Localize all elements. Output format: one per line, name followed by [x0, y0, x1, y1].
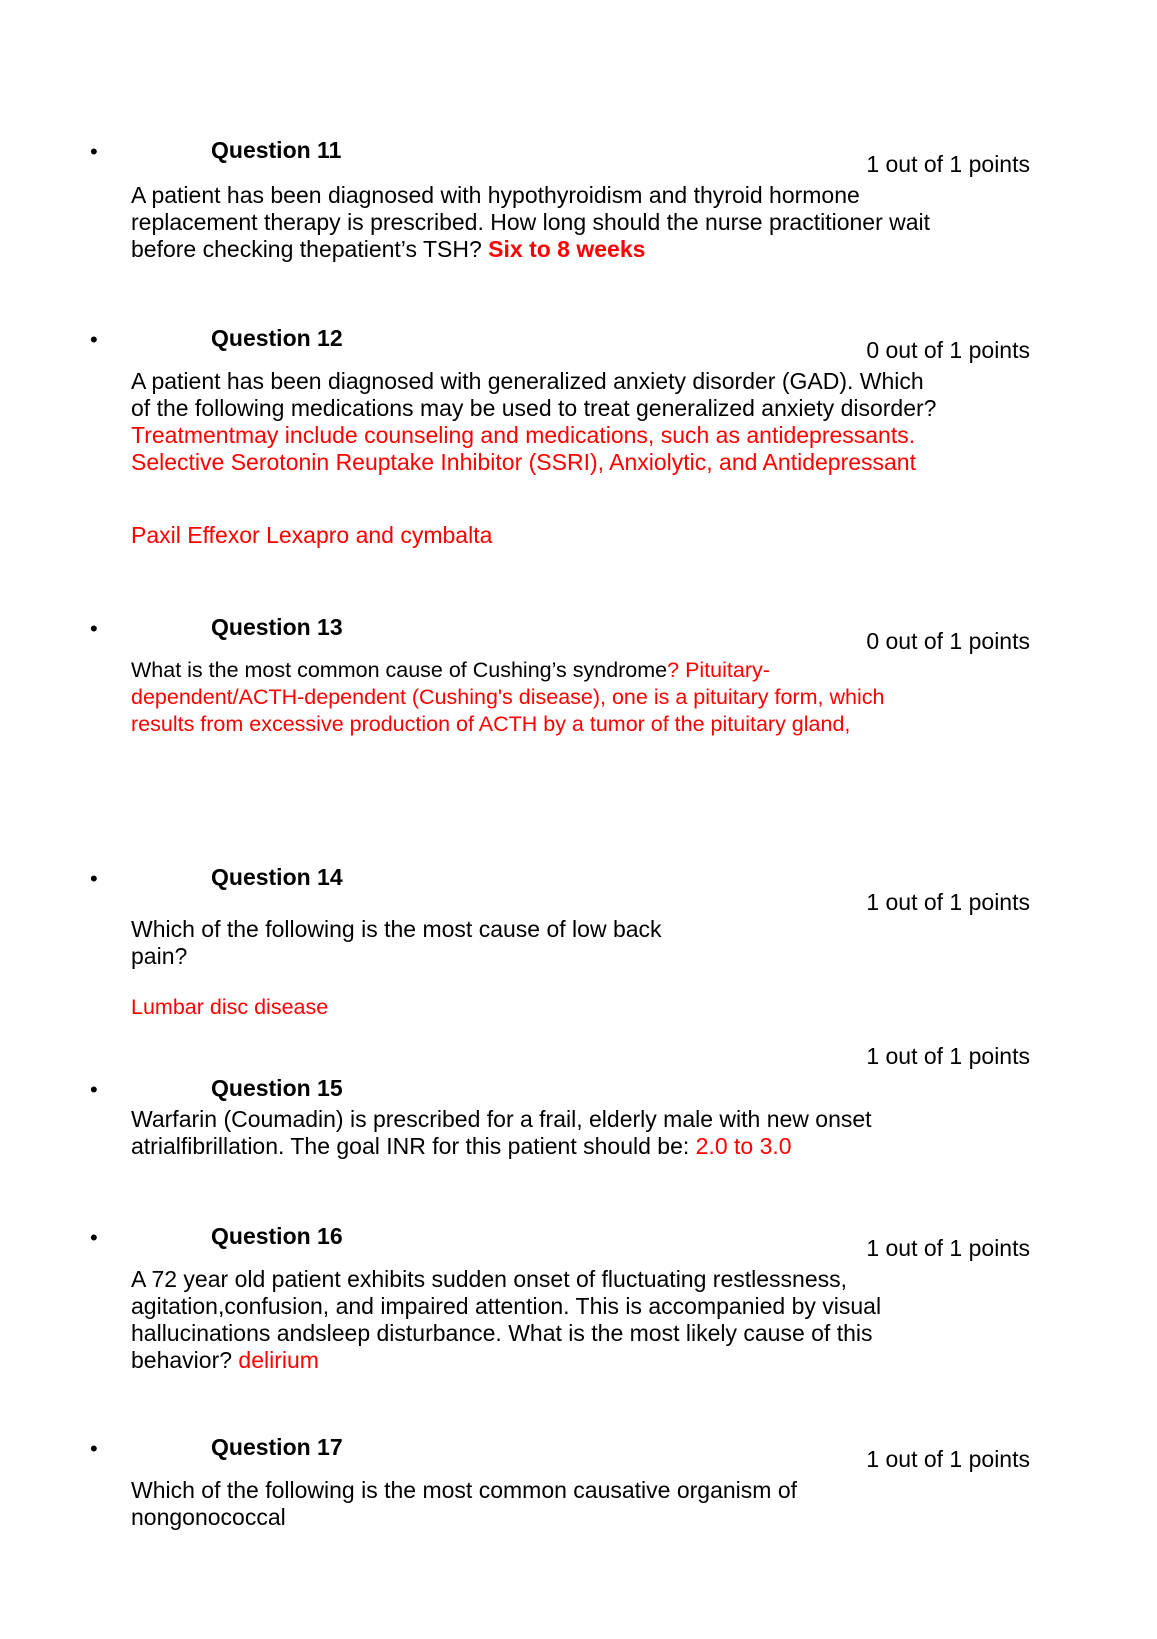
question-title: Question 11 [211, 137, 342, 163]
question-title: Question 15 [211, 1075, 343, 1101]
answer-text: Treatmentmay include counseling and medications, such as antidepressants. Selective Serotonin Reuptake Inhibitor (SSRI), Anxiolytic, and Antidepressant [131, 422, 916, 475]
question-body [131, 1266, 931, 1374]
answer-text: ? Pituitary-dependent/ACTH-dependent (Cushing's disease), one is a pituitary form, which results from excessive production of ACTH by a tumor of the pituitary gland, [131, 658, 885, 736]
question-body [131, 182, 931, 263]
points-score: 1 out of 1 points [866, 1235, 1030, 1261]
answer-text: 2.0 to 3.0 [695, 1133, 792, 1159]
bullet: • [90, 1225, 98, 1250]
answer-text: delirium [238, 1347, 319, 1373]
bullet: • [90, 139, 98, 164]
bullet: • [90, 327, 98, 352]
question-title: Question 14 [211, 864, 343, 890]
question-title: Question 16 [211, 1223, 343, 1249]
answer-medications: Paxil Effexor Lexapro and cymbalta [131, 522, 493, 548]
question-body [131, 368, 941, 476]
question-title: Question 12 [211, 325, 343, 351]
points-score: 0 out of 1 points [866, 628, 1030, 654]
question-title: Question 13 [211, 614, 343, 640]
question-text: A patient has been diagnosed with generalized anxiety disorder (GAD). Which of the following medications may be used to treat generalized anxiety disorder? [131, 368, 937, 421]
question-text: A patient has been diagnosed with hypothyroidism and thyroid hormone replacement therapy is prescribed. How long should the nurse practitioner wait before checking thepatient’s TSH? [131, 182, 931, 262]
question-text: Which of the following is the most cause of low back pain? [131, 916, 662, 969]
bullet: • [90, 1077, 98, 1102]
bullet: • [90, 616, 98, 641]
answer-text: Six to 8 weeks [488, 236, 646, 262]
points-score: 0 out of 1 points [866, 337, 1030, 363]
question-text: A 72 year old patient exhibits sudden onset of fluctuating restlessness, agitation,confusion, and impaired attention. This is accompanied by visual hallucinations andsleep disturbance. What is the most likely cause of this behavior? [131, 1266, 882, 1373]
question-text: What is the most common cause of Cushing’s syndrome [131, 658, 668, 682]
bullet: • [90, 866, 98, 891]
question-text: Warfarin (Coumadin) is prescribed for a frail, elderly male with new onset atrialfibrillation. The goal INR for this patient should be: [131, 1106, 872, 1159]
question-title: Question 17 [211, 1434, 343, 1460]
points-score: 1 out of 1 points [866, 1043, 1030, 1069]
points-score: 1 out of 1 points [866, 151, 1030, 177]
question-body [131, 657, 891, 738]
answer-text: Lumbar disc disease [131, 995, 329, 1019]
points-score: 1 out of 1 points [866, 1446, 1030, 1472]
question-body [131, 1106, 911, 1160]
bullet: • [90, 1436, 98, 1461]
question-text: Which of the following is the most common causative organism of nongonococcal [131, 1477, 798, 1530]
points-score: 1 out of 1 points [866, 889, 1030, 915]
